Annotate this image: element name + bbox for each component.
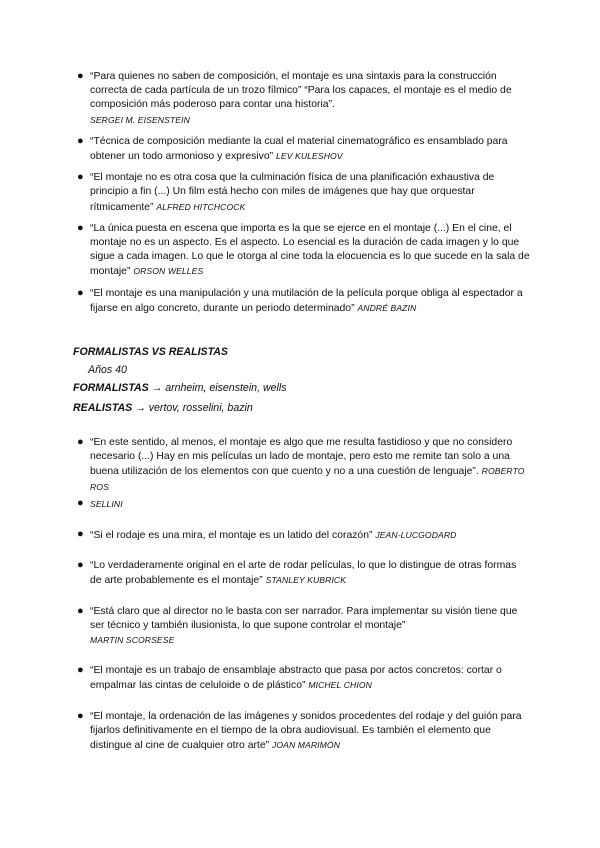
bullet-icon: ● <box>77 70 84 82</box>
formalistas-label: FORMALISTAS <box>73 382 149 394</box>
bullet-icon: ● <box>77 559 84 572</box>
list-item <box>77 171 530 215</box>
bullet-icon: ● <box>77 664 84 677</box>
bullet-icon: ● <box>77 171 84 184</box>
quote-author: ORSON WELLES <box>133 266 204 277</box>
list-item <box>77 70 530 128</box>
list-item <box>77 496 530 512</box>
quote-author: ROBERTO ROS <box>90 466 525 492</box>
quote-author: SELLINI <box>90 498 123 509</box>
quote-text: “Para quienes no saben de composición, el montaje es una sintaxis para la construcción correcta de cada partícula de un trozo fílmico” “Para los capaces, el montaje es el medio de composición más poderoso para contar una historia”. <box>90 71 512 111</box>
section-title: FORMALISTAS VS REALISTAS <box>73 346 228 358</box>
formalistas-line <box>73 382 287 394</box>
bullet-icon: ● <box>77 604 84 617</box>
quote-author: ALFRED HITCHCOCK <box>156 201 246 212</box>
bullet-icon: ● <box>77 134 84 147</box>
quote-text: “El montaje es una manipulación y una mutilación de la película porque obliga al espectador a fijarse en algo concreto, durante un periodo determinado” <box>90 287 523 314</box>
list-item <box>77 604 530 649</box>
quote-text: “Lo verdaderamente original en el arte de rodar películas, lo que lo distingue de otras formas de arte probablemente es el montaje” <box>90 560 517 587</box>
quote-text: “En este sentido, al menos, el montaje es algo que me resulta fastidioso y que no considero necesario (...) Hay en mis películas un lado de montaje, pero esto me remite tan solo a una buena utilización de los elementos con que cuento y no a una cuestión de lenguaje”. <box>90 437 513 478</box>
quote-author: STANLEY KUBRICK <box>265 575 347 586</box>
quote-text: “Si el rodaje es una mira, el montaje es un latido del corazón” <box>90 530 373 542</box>
bullet-icon: ● <box>77 221 84 234</box>
quote-list-top <box>77 70 530 323</box>
list-item <box>77 286 530 316</box>
list-item <box>77 436 530 495</box>
quote-author: MARTIN SCORSESE <box>90 635 175 646</box>
quote-list-bottom <box>77 436 530 760</box>
list-item <box>77 559 530 588</box>
realistas-names: → vertov, rosselini, bazin <box>135 402 253 414</box>
quote-text: “Está claro que al director no le basta con ser narrador. Para implementar su visión tiene que ser técnico y también ilusionista, lo que supone controlar el montaje” <box>90 605 518 631</box>
quote-text: “El montaje, la ordenación de las imágenes y sonidos procedentes del rodaje y del guión para fijarlos definitivamente en el tiempo de la obra audiovisual. Es también el elemento que distingue al cine de cualquier otro arte” <box>90 710 522 752</box>
quote-author: ANDRÉ BAZIN <box>357 302 417 313</box>
bullet-icon: ● <box>77 709 84 722</box>
realistas-line <box>73 402 253 414</box>
formalistas-names: → arnheim, eisenstein, wells <box>151 382 287 394</box>
quote-text: “La única puesta en escena que importa es la que se ejerce en el montaje (...) En el cine, el montaje no es un aspecto. Es el aspecto. Lo esencial es la duración de cada imagen y lo que sigue a cada imagen. Lo que le otorga al cine toda la elocuencia es lo que sucede en la sala de montaje” <box>90 222 530 278</box>
bullet-icon: ● <box>77 528 84 541</box>
realistas-label: REALISTAS <box>73 402 133 414</box>
bullet-icon: ● <box>77 436 84 448</box>
quote-text: “El montaje no es otra cosa que la culminación física de una planificación exhaustiva de principio a fin (...) Un film está hecho con miles de imágenes que hay que orquestar rítmicamente” <box>90 172 495 213</box>
section-years: Años 40 <box>88 364 127 376</box>
quote-author: JOAN MARIMÓN <box>271 740 340 751</box>
bullet-icon: ● <box>77 496 84 509</box>
list-item <box>77 528 530 543</box>
bullet-icon: ● <box>77 286 84 299</box>
list-item <box>77 221 530 280</box>
quote-text: “Técnica de composición mediante la cual el material cinematográfico es ensamblado para obtener un todo armonioso y expresivo” <box>90 135 508 163</box>
quote-author: LEV KULESHOV <box>276 151 343 162</box>
quote-author: MICHEL CHION <box>308 680 372 691</box>
quote-text: “El montaje es un trabajo de ensamblaje abstracto que pasa por actos concretos: cortar o empalmar las cintas de celuloide o de plástico” <box>90 665 502 692</box>
quote-author: SERGEI M. EISENSTEIN <box>90 114 190 125</box>
list-item <box>77 134 530 164</box>
list-item <box>77 664 530 693</box>
list-item <box>77 709 530 754</box>
quote-author: JEAN-LUCGODARD <box>375 530 457 541</box>
